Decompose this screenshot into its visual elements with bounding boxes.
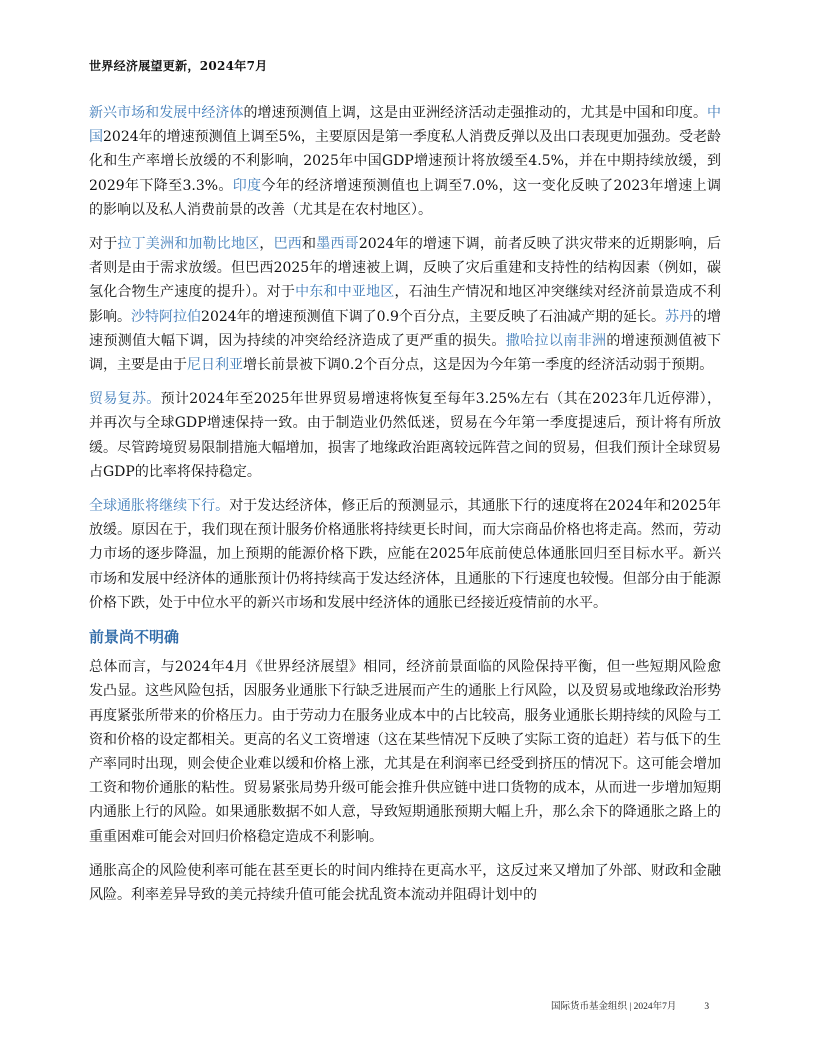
text: 今年的经济增速预测值也上调至7.0%，这一变化反映了2023年增速上调的影响以及私人消费前景的改善（尤其是在农村地区）。 (89, 177, 722, 218)
text: 总体而言，与2024年4月《世界经济展望》相同，经济前景面临的风险保持平衡，但一些短期风险愈发凸显。这些风险包括，因服务业通胀下行缺乏进展而产生的通胀上行风险，以及贸易或地缘政治形势再度紧张所带来的价格压力。由于劳动力在服务业成本中的占比较高，服务业通胀长期持续的风险与工资和价格的设定都相关。更高的名义工资增速（这在某些情况下反映了实际工资的追赶）若与低下的生产率同时出现，则会使企业难以缓和价格上涨，尤其是在利润率已经受到挤压的情况下。这可能会增加工资和物价通胀的粘性。贸易紧张局势升级可能会推升供应链中进口货物的成本，从而进一步增加短期内通胀上行的风险。如果通胀数据不如人意，导致短期通胀预期大幅上升，那么余下的降通胀之路上的重重困难可能会对回归价格稳定造成不利影响。 (89, 659, 721, 845)
highlight-latin-america: 拉丁美洲和加勒比地区 (117, 236, 260, 253)
highlight-global-inflation: 全球通胀将继续下行。 (89, 498, 230, 515)
text: 2024年的增速预测值下调了0.9个百分点，主要反映了石油减产期的延长。 (201, 308, 665, 325)
text: 2024年的增速预测值上调至5%，主要原因是第一季度私人消费反弹以及出口表现更加强劲。受老龄化和生产率增长放缓的不利影响，2025年中国GDP增速预计将放缓至4.5%，并在中期持续放缓，到2029年下降至3.3%。 (89, 129, 722, 194)
highlight-india: 印度 (232, 177, 262, 194)
text: 预计2024年至2025年世界贸易增速将恢复至每年3.25%左右（其在2023年几近停滞），并再次与全球GDP增速保持一致。由于制造业仍然低迷，贸易在今年第一季度提速后，预计将有所放缓。尽管跨境贸易限制措施大幅增加，损害了地缘政治距离较远阵营之间的贸易，但我们预计全球贸易占GDP的比率将保持稳定。 (89, 391, 721, 480)
highlight-trade-recovery: 贸易复苏。 (89, 391, 161, 408)
highlight-mexico: 墨西哥 (316, 236, 359, 253)
highlight-nigeria: 尼日利亚 (187, 357, 243, 374)
text: ，石油生产情况和地区冲突继续对经济前景造成不利影响。 (89, 284, 722, 325)
section-heading: 前景尚不明确 (89, 628, 180, 647)
text: 的增速预测值上调，这是由亚洲经济活动走强推动的，尤其是中国和印度。 (243, 105, 707, 121)
footer-source: 国际货币基金组织 | 2024年7月 (551, 1002, 677, 1012)
highlight-sudan: 苏丹 (665, 308, 694, 325)
text: 2024年的增速下调，前者反映了洪灾带来的近期影响，后者则是由于需求放缓。但巴西2025年的增速被上调，反映了灾后重建和支持性的结构因素（例如，碳氢化合物生产速度的提升）。对于 (89, 236, 722, 301)
highlight-brazil: 巴西 (273, 236, 303, 253)
text: ， (259, 236, 274, 253)
highlight-china: 中国 (89, 105, 721, 146)
running-header: 世界经济展望更新，2024年7月 (89, 59, 268, 73)
text: 对于发达经济体，修正后的预测显示，其通胀下行的速度将在2024年和2025年放缓。原因在于，我们现在预计服务价格通胀将持续更长时间，而大宗商品价格也将走高。然而，劳动力市场的逐步降温，加上预期的能源价格下跌，应能在2025年底前使总体通胀回归至目标水平。新兴市场和发展中经济体的通胀预计仍将持续高于发达经济体，且通胀的下行速度也较慢。但部分由于能源价格下跌，处于中位水平的新兴市场和发展中经济体的通胀已经接近疫情前的水平。 (89, 498, 721, 611)
paragraph-inflation (89, 494, 721, 615)
main-content (89, 101, 721, 917)
page-number: 3 (704, 1002, 710, 1012)
highlight-middle-east: 中东和中亚地区 (295, 284, 395, 301)
highlight-emde: 新兴市场和发展中经济体 (89, 105, 244, 121)
highlight-sub-saharan-africa: 撒哈拉以南非洲 (505, 332, 607, 349)
text: 增长前景被下调0.2个百分点，这是因为今年第一季度的经济活动弱于预期。 (243, 357, 714, 374)
paragraph-risks (89, 655, 721, 849)
page-footer (551, 998, 709, 1012)
text: 的增速预测值被下调，主要是由于 (89, 332, 722, 374)
text: 通胀高企的风险使利率可能在甚至更长的时间内维持在更高水平，这反过来又增加了外部、财政和金融风险。利率差异导致的美元持续升值可能会扰乱资本流动并阻碍计划中的 (89, 862, 721, 904)
highlight-saudi-arabia: 沙特阿拉伯 (131, 308, 202, 325)
paragraph-trade (89, 387, 721, 484)
text: 和 (302, 236, 317, 253)
paragraph-interest-rates (89, 859, 721, 907)
paragraph-emerging-markets (89, 101, 721, 222)
text: 的增速预测值大幅下调，因为持续的冲突给经济造成了更严重的损失。 (89, 308, 722, 349)
text: 对于 (89, 236, 118, 253)
paragraph-regions (89, 232, 721, 377)
